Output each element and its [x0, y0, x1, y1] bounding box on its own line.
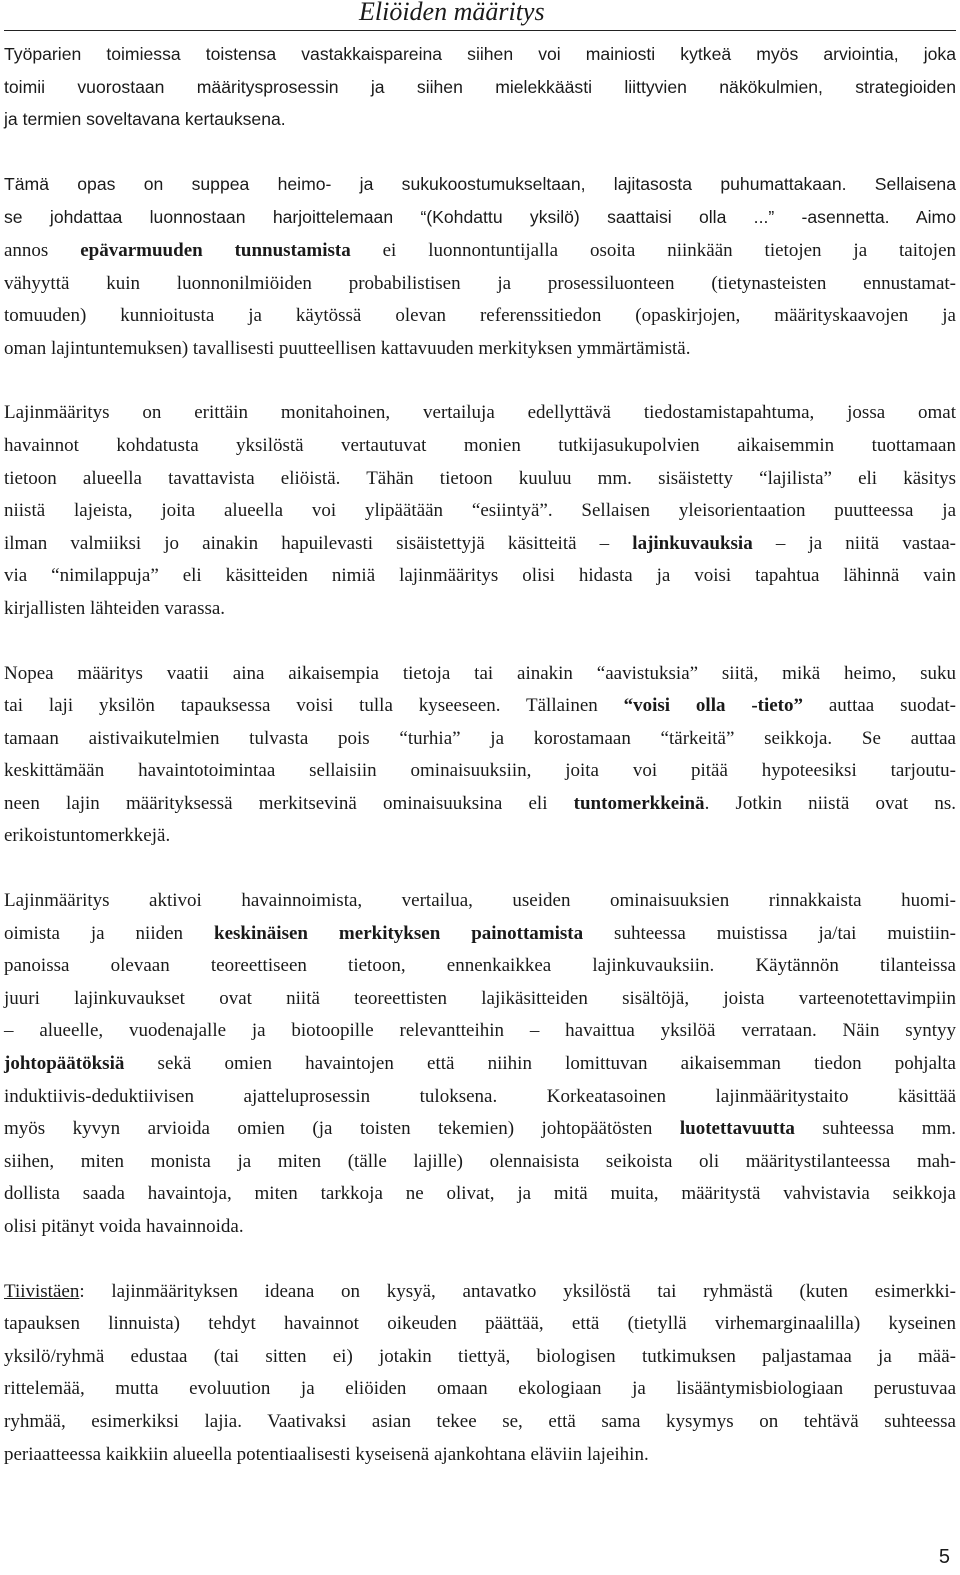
text-run: suhteessa mm. — [794, 1118, 956, 1140]
text-run: neen lajin määrityksessä merkitsevinä ominaisuuksina eli — [4, 792, 574, 814]
emphasized-term: epävarmuuden tunnustamista — [80, 239, 351, 261]
emphasized-term: luotettavuutta — [679, 1118, 795, 1140]
text-line — [4, 1308, 956, 1341]
text-line — [4, 103, 956, 136]
text-run: se johdattaa luonnostaan harjoittelemaan “(Kohdattu yksilö) saattaisi olla ...” -asennetta. Aimo — [4, 207, 956, 228]
text-line — [4, 397, 956, 430]
text-run: yksilö/ryhmä edustaa (tai sitten ei) jotakin tiettyä, biologisen tutkimuksen paljastamaa ja mää- — [4, 1345, 956, 1367]
paragraph — [4, 1276, 956, 1472]
text-line — [4, 1081, 956, 1114]
text-run: Tämä opas on suppea heimo- ja sukukoostumukseltaan, lajitasosta puhumattakaan. Sellaisena — [4, 173, 956, 194]
paragraph — [4, 38, 956, 136]
text-run: – ja niitä vastaa- — [752, 532, 957, 554]
text-run: – alueelle, vuodenajalle ja biotoopille relevantteihin – havaittua yksilöä verrataan. Näin syntyy — [4, 1020, 956, 1042]
text-line — [4, 235, 956, 268]
text-line — [4, 300, 956, 333]
text-line — [4, 268, 956, 301]
text-run: tamaan aistivaikutelmien tulvasta pois “turhia” ja korostamaan “tärkeitä” seikkoja. Se auttaa — [4, 727, 956, 749]
emphasized-term: keskinäisen merkityksen painottamista — [214, 922, 584, 944]
text-line — [4, 201, 956, 235]
text-run: havainnot kohdatusta yksilöstä vertautuvat monien tutkijasukupolvien aikaisemmin tuottamaan — [4, 434, 956, 456]
text-run: induktiivis-deduktiivisen ajatteluprosessin tuloksena. Korkeatasoinen lajinmääritystaito käsittää — [4, 1085, 956, 1107]
text-line — [4, 820, 956, 853]
text-line — [4, 38, 956, 71]
text-run: juuri lajinkuvaukset ovat niitä teoreettisten lajikäsitteiden sisältöjä, joista varteenotettavimpiin — [4, 987, 956, 1009]
text-line — [4, 560, 956, 593]
text-line — [4, 918, 956, 951]
text-run: toimii vuorostaan määritysprosessin ja siihen mielekkäästi liittyvien näkökulmien, strategioiden — [4, 76, 956, 97]
text-run: oman lajintuntemuksen) tavallisesti puutteellisen kattavuuden merkityksen ymmärtämistä. — [4, 337, 691, 359]
paragraph — [4, 397, 956, 625]
text-run: Lajinmääritys on erittäin monitahoinen, vertailuja edellyttävä tiedostamistapahtuma, jossa omat — [4, 402, 956, 424]
text-run: keskittämään havaintotoimintaa sellaisiin ominaisuuksiin, joita voi pitää hypoteesiksi tarjoutu- — [4, 760, 956, 782]
text-run: tai laji yksilön tapauksessa voisi tulla kyseeseen. Tällainen — [4, 695, 624, 717]
text-line — [4, 1113, 956, 1146]
text-line — [4, 885, 956, 918]
text-line — [4, 1373, 956, 1406]
text-run: rittelemää, mutta evoluution ja eliöiden omaan ekologiaan ja lisääntymisbiologiaan perustuvaa — [4, 1378, 956, 1400]
text-line — [4, 1146, 956, 1179]
text-run: tomuuden) kunnioitusta ja käytössä olevan referenssitiedon (opaskirjojen, määrityskaavojen ja — [4, 305, 956, 327]
text-line — [4, 1406, 956, 1439]
text-line — [4, 1276, 956, 1309]
text-run: Lajinmääritys aktivoi havainnoimista, vertailua, useiden ominaisuuksien rinnakkaista huomi- — [4, 890, 956, 912]
text-run: tapauksen linnuista) tehdyt havainnot oikeuden päättää, että (tietyllä virhemarginaalilla) kyseinen — [4, 1313, 956, 1335]
text-line — [4, 168, 956, 202]
document-body — [4, 38, 956, 1503]
emphasized-term: johtopäätöksiä — [4, 1053, 125, 1075]
text-line — [4, 690, 956, 723]
text-line — [4, 593, 956, 626]
paragraph — [4, 658, 956, 854]
emphasized-term: lajinkuvauksia — [632, 532, 753, 554]
text-run: . Jotkin niistä ovat ns. — [704, 792, 956, 814]
text-line — [4, 1178, 956, 1211]
text-line — [4, 495, 956, 528]
text-run: dollista saada havaintoja, miten tarkkoja ne olivat, ja mitä muita, määritystä vahvistavia seikkoja — [4, 1183, 956, 1205]
text-run: suhteessa muistissa ja/tai muistiin- — [583, 922, 956, 944]
text-run: ei luonnontuntijalla osoita niinkään tietojen ja taitojen — [350, 239, 957, 261]
text-run: Nopea määritys vaatii aina aikaisempia tietoja tai ainakin “aavistuksia” siitä, mikä heimo, suku — [4, 662, 956, 684]
text-run: niistä lajeista, joita alueella voi ylipäätään “esiintyä”. Sellaisen yleisorientaation puutteessa ja — [4, 500, 956, 522]
paragraph — [4, 885, 956, 1244]
text-line — [4, 658, 956, 691]
text-run: kirjallisten lähteiden varassa. — [4, 597, 226, 619]
text-run: periaatteessa kaikkiin alueella potentiaalisesti kyseisenä ajankohtana eläviin lajeihin. — [4, 1443, 649, 1465]
text-run: via “nimilappuja” eli käsitteiden nimiä lajinmääritys olisi hidasta ja voisi tapahtua lähinnä vain — [4, 565, 956, 587]
text-run: ryhmää, esimerkiksi lajia. Vaativaksi asian tekee se, että sama kysymys on tehtävä suhteessa — [4, 1410, 956, 1432]
text-run: : lajinmäärityksen ideana on kysyä, antavatko yksilöstä tai ryhmästä (kuten esimerkki- — [79, 1280, 956, 1302]
text-run: auttaa suodat- — [803, 695, 957, 717]
text-line — [4, 430, 956, 463]
text-run: ilman valmiiksi jo ainakin hapuilevasti sisäistettyjä käsitteitä – — [4, 532, 633, 554]
text-run: vähyyttä kuin luonnonilmiöiden probabilistisen ja prosessiluonteen (tietynasteisten ennustamat- — [4, 272, 956, 294]
text-run: Työparien toimiessa toistensa vastakkaispareina siihen voi mainiosti kytkeä myös arviointia, joka — [4, 44, 956, 64]
page-number: 5 — [938, 1546, 950, 1568]
text-line — [4, 788, 956, 821]
text-run: myös kyvyn arvioida omien (ja toisten tekemien) johtopäätösten — [4, 1118, 680, 1140]
text-line — [4, 755, 956, 788]
text-line — [4, 1341, 956, 1374]
text-run: erikoistuntomerkkejä. — [4, 825, 171, 847]
emphasized-term: “voisi olla -tieto” — [623, 695, 804, 717]
text-line — [4, 528, 956, 561]
paragraph — [4, 168, 956, 366]
text-run: sekä omien havaintojen että niihin lomittuvan aikaisemman tiedon pohjalta — [124, 1053, 956, 1075]
text-run: olisi pitänyt voida havainnoida. — [4, 1216, 244, 1237]
text-line — [4, 1015, 956, 1048]
text-run: tietoon alueella tavattavista eliöistä. Tähän tietoon kuuluu mm. sisäistetty “lajilista” eli käsitys — [4, 467, 956, 489]
section-title: Eliöiden määritys — [359, 0, 545, 26]
emphasized-term: tuntomerkkeinä — [573, 792, 705, 814]
text-line — [4, 983, 956, 1016]
page-header — [4, 0, 956, 31]
text-line — [4, 1211, 956, 1244]
text-line — [4, 723, 956, 756]
underlined-term: Tiivistäen — [4, 1280, 80, 1302]
text-run: ja termien soveltavana kertauksena. — [4, 109, 286, 130]
text-line — [4, 1439, 956, 1472]
text-line — [4, 333, 956, 366]
text-run: panoissa olevaan teoreettiseen tietoon, ennenkaikkea lajinkuvauksiin. Käytännön tilanteissa — [4, 955, 956, 977]
text-line — [4, 950, 956, 983]
text-line — [4, 71, 956, 104]
text-line — [4, 463, 956, 496]
text-run: annos — [4, 239, 81, 261]
text-line — [4, 1048, 956, 1081]
text-run: oimista ja niiden — [4, 922, 214, 944]
text-run: siihen, miten monista ja miten (tälle lajille) olennaisista seikoista oli määritystilanteessa mah- — [4, 1150, 956, 1172]
